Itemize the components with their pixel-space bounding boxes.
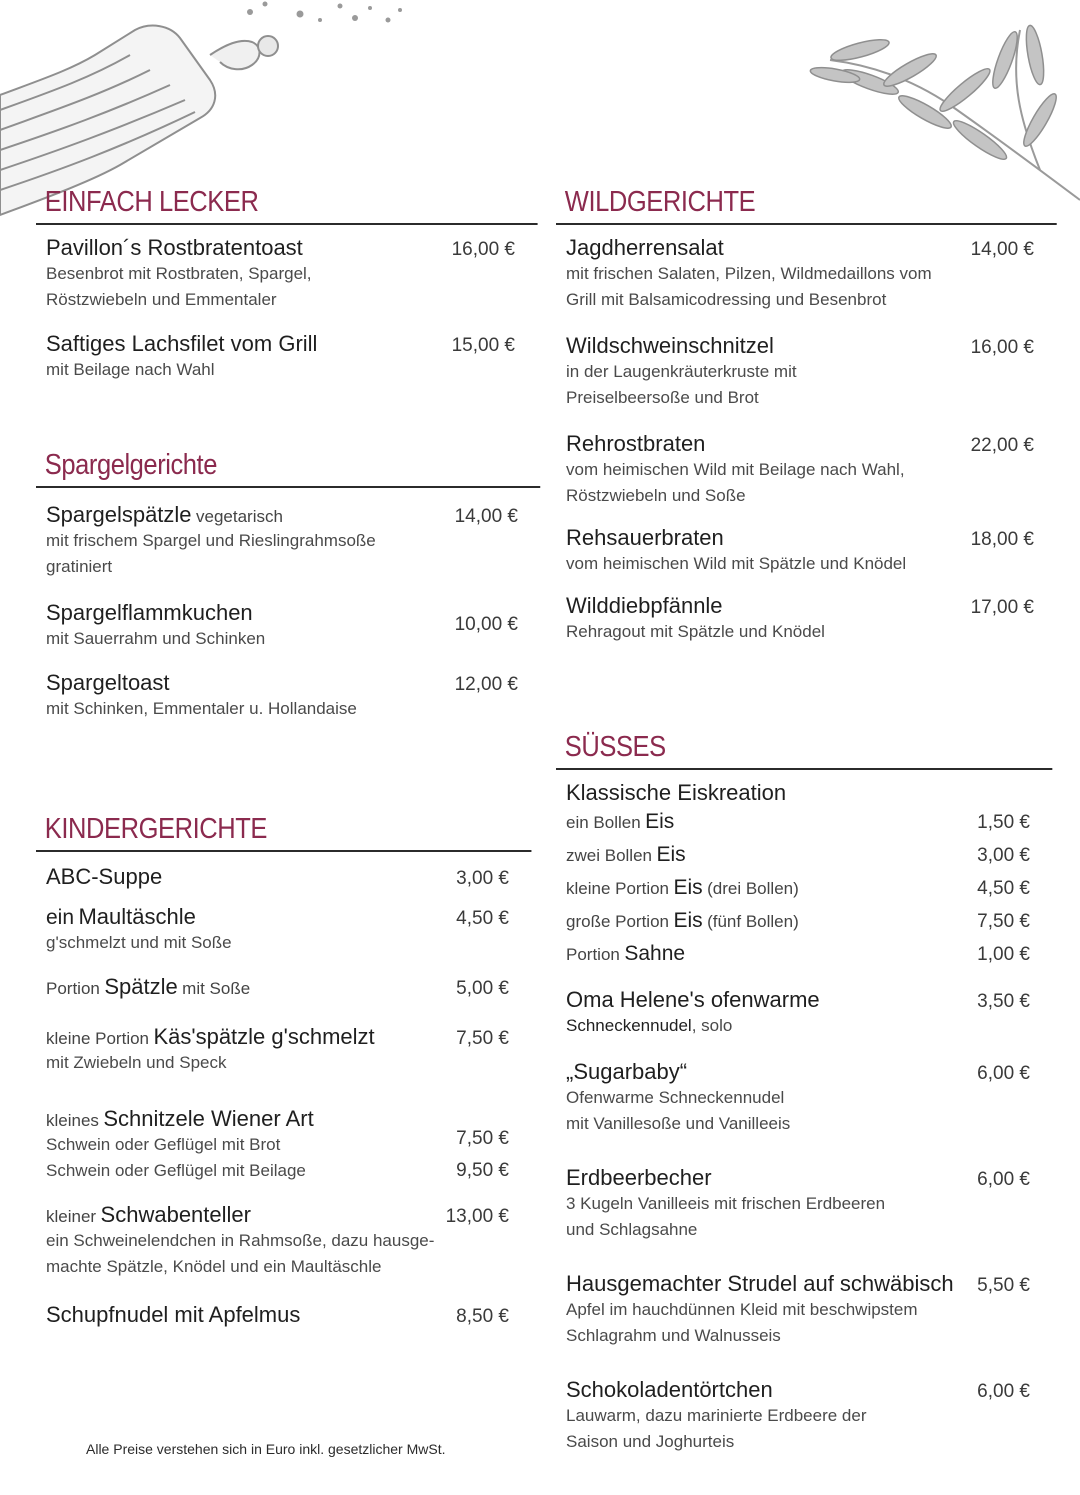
menu-item: [36, 600, 532, 652]
item-desc: Rehragout mit Spätzle und Knödel: [566, 622, 825, 641]
item-price: 6,00 €: [977, 1381, 1030, 1402]
menu-item: [36, 974, 523, 1000]
item-price: 5,00 €: [456, 978, 509, 999]
item-name: Spargeltoast: [46, 670, 170, 695]
eis-row: [566, 905, 1044, 938]
item-desc: Grill mit Balsamicodressing und Besenbrot: [566, 290, 887, 309]
item-desc-rest: , solo: [691, 1016, 733, 1035]
item-desc: [566, 1013, 1044, 1039]
menu-item: [556, 1271, 1044, 1349]
item-tag: vegetarisch: [196, 507, 283, 526]
eis-row: [566, 938, 1044, 971]
menu-item: [36, 904, 523, 956]
eis-pre: große Portion: [566, 912, 669, 931]
item-price: 3,00 €: [977, 845, 1030, 866]
item-name: Wilddiebpfännle: [566, 593, 723, 618]
item-pre: Portion: [46, 979, 100, 998]
item-price: 12,00 €: [454, 674, 518, 695]
item-option: Schwein oder Geflügel mit Beilage: [46, 1161, 306, 1180]
menu-item: [36, 1302, 523, 1328]
item-price: 9,50 €: [456, 1160, 509, 1181]
menu-item: [556, 431, 1048, 509]
section-title: WILDGERICHTE: [556, 186, 1057, 225]
item-desc: Apfel im hauchdünnen Kleid mit beschwipstem: [566, 1300, 918, 1319]
section-spargelgerichte: [36, 449, 532, 722]
item-name: Wildschweinschnitzel: [566, 333, 774, 358]
item-desc: Besenbrot mit Rostbraten, Spargel,: [46, 264, 312, 283]
eis-pre: kleine Portion: [566, 879, 670, 898]
item-name: Maultäschle: [78, 904, 196, 929]
eis-row: [566, 839, 1044, 872]
price-footnote: Alle Preise verstehen sich in Euro inkl. gesetzlicher MwSt.: [86, 1441, 446, 1457]
item-price: 6,00 €: [977, 1063, 1030, 1084]
section-title: EINFACH LECKER: [36, 186, 538, 225]
item-desc: 3 Kugeln Vanilleeis mit frischen Erdbeeren: [566, 1194, 886, 1213]
item-price: 1,00 €: [977, 944, 1030, 965]
item-desc: mit Schinken, Emmentaler u. Hollandaise: [46, 699, 357, 718]
item-price: 8,50 €: [456, 1306, 509, 1327]
item-desc: Röstzwiebeln und Soße: [566, 486, 746, 505]
item-name: Saftiges Lachsfilet vom Grill: [46, 331, 318, 356]
item-name: Spätzle: [104, 974, 178, 999]
item-price: 1,50 €: [977, 812, 1030, 833]
item-price: 5,50 €: [977, 1275, 1030, 1296]
item-desc: vom heimischen Wild mit Spätzle und Knödel: [566, 554, 907, 573]
item-name: Käs'spätzle g'schmelzt: [153, 1024, 375, 1049]
eis-name: Sahne: [624, 942, 686, 965]
item-desc: Lauwarm, dazu marinierte Erdbeere der: [566, 1406, 867, 1425]
section-wildgerichte: [556, 186, 1048, 645]
item-price: 3,00 €: [456, 868, 509, 889]
item-name: ABC-Suppe: [46, 864, 163, 889]
item-price: 6,00 €: [977, 1169, 1030, 1190]
menu-item: [556, 987, 1044, 1039]
menu-item: [36, 864, 523, 890]
item-price: 14,00 €: [454, 506, 518, 527]
section-title: KINDERGERICHTE: [36, 813, 532, 852]
item-price: 15,00 €: [451, 335, 515, 356]
eis-name: Eis: [673, 876, 703, 899]
item-pre: kleines: [46, 1111, 99, 1130]
item-name: Schwabenteller: [100, 1202, 251, 1227]
eis-name: Eis: [656, 843, 686, 866]
item-name: Rehrostbraten: [566, 431, 706, 456]
section-einfach-lecker: [36, 186, 529, 383]
item-price: 4,50 €: [456, 908, 509, 929]
menu-item: [36, 331, 529, 383]
item-desc: Schlagrahm und Walnusseis: [566, 1326, 781, 1345]
item-option: Schwein oder Geflügel mit Brot: [46, 1135, 281, 1154]
menu-item: [36, 1024, 523, 1076]
item-name: Spargelflammkuchen: [46, 600, 253, 625]
item-name: Schnitzele Wiener Art: [103, 1106, 314, 1131]
item-name: Rehsauerbraten: [566, 525, 724, 550]
eis-row: [566, 806, 1044, 839]
item-desc: mit frischem Spargel und Rieslingrahmsoße: [46, 531, 376, 550]
menu-item: [556, 235, 1048, 313]
item-desc: machte Spätzle, Knödel und ein Maultäschle: [46, 1257, 382, 1276]
eis-block: [556, 780, 1044, 971]
menu-item: [36, 502, 532, 580]
item-price: 16,00 €: [451, 239, 515, 260]
eis-post: (fünf Bollen): [707, 912, 799, 931]
item-desc: g'schmelzt und mit Soße: [46, 933, 232, 952]
menu-item: [556, 1377, 1044, 1455]
menu-item: [556, 593, 1048, 645]
section-title: SÜSSES: [556, 731, 1053, 770]
eis-pre: zwei Bollen: [566, 846, 652, 865]
item-price: 14,00 €: [970, 239, 1034, 260]
item-desc: Saison und Joghurteis: [566, 1432, 735, 1451]
item-desc: und Schlagsahne: [566, 1220, 698, 1239]
menu-item: [556, 333, 1048, 411]
item-name: Klassische Eiskreation: [566, 780, 787, 805]
item-desc: mit Zwiebeln und Speck: [46, 1053, 227, 1072]
item-desc: mit frischen Salaten, Pilzen, Wildmedaillons vom: [566, 264, 932, 283]
item-desc: Röstzwiebeln und Emmentaler: [46, 290, 277, 309]
item-desc: mit Vanillesoße und Vanilleeis: [566, 1114, 791, 1133]
menu-item: [36, 670, 532, 722]
item-name: Erdbeerbecher: [566, 1165, 712, 1190]
eis-post: (drei Bollen): [707, 879, 799, 898]
item-name: Jagdherrensalat: [566, 235, 724, 260]
section-title: Spargelgerichte: [36, 449, 541, 488]
item-price: 7,50 €: [977, 911, 1030, 932]
item-desc: gratiniert: [46, 557, 113, 576]
item-desc: mit Beilage nach Wahl: [46, 360, 215, 379]
item-name: Hausgemachter Strudel auf schwäbisch: [566, 1271, 954, 1296]
item-name: Schupfnudel mit Apfelmus: [46, 1302, 301, 1327]
item-price: 10,00 €: [454, 614, 518, 635]
item-price: 3,50 €: [977, 991, 1030, 1012]
item-desc: vom heimischen Wild mit Beilage nach Wahl,: [566, 460, 905, 479]
item-pre: ein: [46, 906, 75, 929]
item-price: 7,50 €: [456, 1028, 509, 1049]
item-desc: ein Schweinelendchen in Rahmsoße, dazu hausge-: [46, 1231, 435, 1250]
item-name: „Sugarbaby“: [566, 1059, 688, 1084]
eis-row: [566, 872, 1044, 905]
item-pre: kleine Portion: [46, 1029, 150, 1048]
menu-item: [36, 235, 529, 313]
item-desc: in der Laugenkräuterkruste mit: [566, 362, 797, 381]
eis-pre: ein Bollen: [566, 813, 641, 832]
item-price: 17,00 €: [970, 597, 1034, 618]
item-name: Spargelspätzle: [46, 502, 192, 527]
item-pre: kleiner: [46, 1207, 97, 1226]
item-name: Schokoladentörtchen: [566, 1377, 773, 1402]
item-price: 13,00 €: [445, 1206, 509, 1227]
eis-pre: Portion: [566, 945, 620, 964]
item-price: 16,00 €: [970, 337, 1034, 358]
item-desc: Preiselbeersoße und Brot: [566, 388, 759, 407]
section-suesses: [556, 731, 1044, 1455]
item-price: 7,50 €: [456, 1128, 509, 1149]
menu-item: [36, 1106, 523, 1184]
item-desc: Ofenwarme Schneckennudel: [566, 1088, 785, 1107]
item-desc-strong: Schneckennudel: [566, 1016, 692, 1035]
item-name: Pavillon´s Rostbratentoast: [46, 235, 303, 260]
item-name: Oma Helene's ofenwarme: [566, 987, 820, 1012]
item-desc: mit Sauerrahm und Schinken: [46, 629, 266, 648]
eis-name: Eis: [673, 909, 703, 932]
item-price: 4,50 €: [977, 878, 1030, 899]
menu-item: [36, 1202, 523, 1280]
menu-item: [556, 525, 1048, 577]
eis-name: Eis: [645, 810, 675, 833]
item-post: mit Soße: [182, 979, 251, 998]
menu-item: [556, 1165, 1044, 1243]
item-price: 18,00 €: [970, 529, 1034, 550]
menu-item: [556, 1059, 1044, 1137]
section-kindergerichte: [36, 813, 523, 1328]
item-price: 22,00 €: [970, 435, 1034, 456]
